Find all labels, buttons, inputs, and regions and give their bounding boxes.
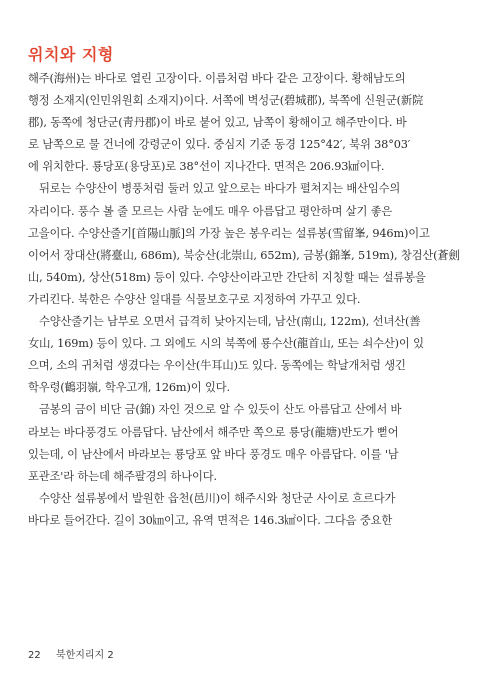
section-title: 위치와 지형 [28,45,114,64]
page-number: 22 [28,650,41,661]
text-line: 郡), 동쪽에 청단군(靑丹郡)이 바로 붙어 있고, 남쪽이 황해이고 해주만이다. 바 [28,116,407,130]
text-line: 으며, 소의 귀처럼 생겼다는 우이산(牛耳山)도 있다. 동쪽에는 학날개처럼 생긴 [28,359,406,373]
text-line: 라보는 바다풍경도 아름답다. 남산에서 해주만 쪽으로 룡당(龍塘)반도가 뻗어 [28,425,399,439]
text-line: 수양산줄기는 남부로 오면서 급격히 낮아지는데, 남산(南山, 122m), 선녀산(善 [39,315,421,329]
body-text [28,68,472,532]
text-line: 바다로 들어간다. 길이 30㎞이고, 유역 면적은 146.3㎢이다. 그다음 중요한 [28,513,393,527]
text-line: 고을이다. 수양산줄기[首陽山脈]의 가장 높은 봉우리는 설류봉(雪留峯, 946m)이고 [28,226,430,240]
text-line: 수양산 설류봉에서 발원한 읍천(邑川)이 해주시와 청단군 사이로 흐르다가 [39,491,396,505]
text-line: 로 남쪽으로 물 건너에 강령군이 있다. 중심지 기준 동경 125°42′, 북위 38°03′ [28,138,411,152]
text-line: 에 위치한다. 룡당포(용당포)로 38°선이 지나간다. 면적은 206.93㎢이다. [28,160,385,174]
text-line: 행정 소재지(인민위원회 소재지)이다. 서쪽에 벽성군(碧城郡), 북쪽에 신원군(新院 [28,94,424,108]
text-line: 해주(海州)는 바다로 열린 고장이다. 이름처럼 바다 같은 고장이다. 황해남도의 [28,72,406,85]
text-line: 포관조'라 하는데 해주팔경의 하나이다. [28,469,217,483]
text-line: 학우령(鶴羽嶺, 학우고개, 126m)이 있다. [28,381,230,395]
text-line: 뒤로는 수양산이 병풍처럼 둘러 있고 앞으로는 바다가 펼쳐지는 배산임수의 [39,182,401,196]
text-line: 가리킨다. 북한은 수양산 일대를 식물보호구로 지정하여 가꾸고 있다. [28,292,361,306]
book-title: 북한지리지 2 [55,650,114,661]
text-line: 女山, 169m) 등이 있다. 그 외에도 시의 북쪽에 룡수산(龍首山, 또는 쇠수산)이 있 [28,337,424,351]
text-line: 이어서 장대산(將臺山, 686m), 북숭산(北崇山, 652m), 금봉(錦峯, 519m), 창검산(蒼劍 [28,248,460,262]
text-line: 있는데, 이 남산에서 바라보는 룡당포 앞 바다 풍경도 매우 아름답다. 이를 '남 [28,447,399,461]
page-footer [28,646,114,661]
text-line: 금봉의 금이 비단 금(錦) 자인 것으로 알 수 있듯이 산도 아름답고 산에서 바 [39,403,402,417]
text-line: 자리이다. 풍수 볼 줄 모르는 사람 눈에도 매우 아름답고 평안하며 살기 좋은 [28,204,393,218]
text-line: 山, 540m), 상산(518m) 등이 있다. 수양산이라고만 간단히 지칭할 때는 설류봉을 [28,270,426,284]
